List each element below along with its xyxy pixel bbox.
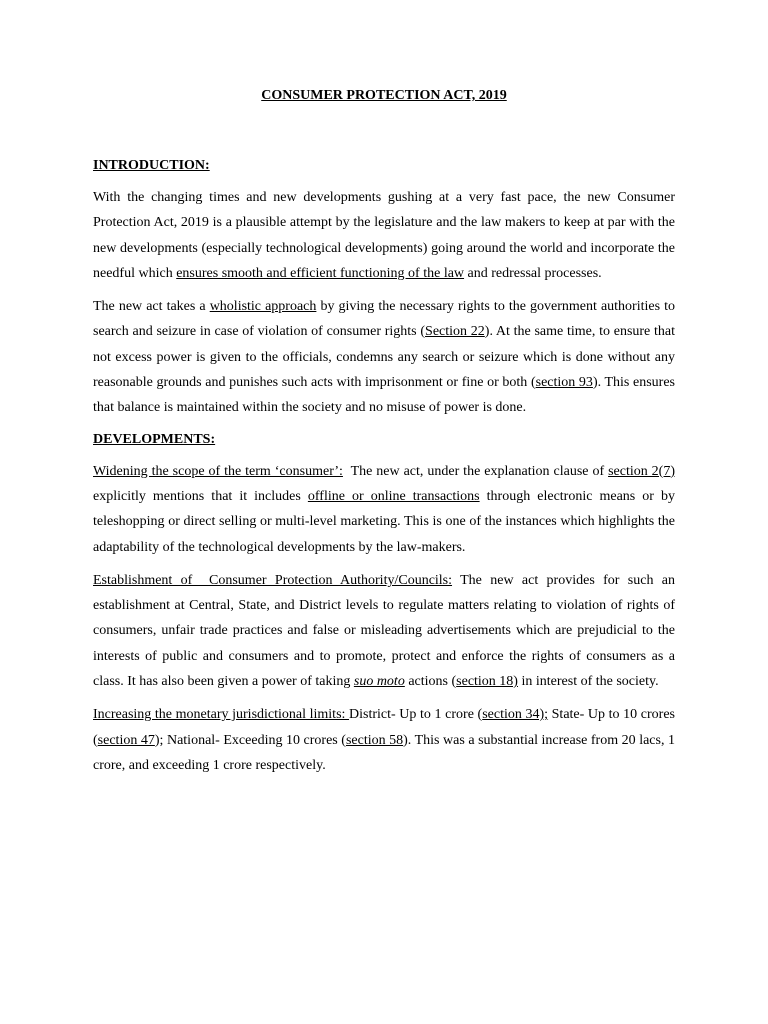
text-run: and redressal processes. bbox=[464, 265, 602, 281]
text-run: ). This was a substantial increase from 20 lacs, 1 crore, and exceeding 1 crore respectively. bbox=[93, 732, 675, 773]
developments-paragraph-authority bbox=[93, 568, 675, 694]
italic-phrase: suo moto bbox=[353, 674, 405, 690]
subheading-phrase: Widening the scope of the term ‘consumer’: bbox=[93, 463, 343, 479]
text-run: ). This ensures that balance is maintained within the society and no misuse of power is done. bbox=[93, 375, 676, 416]
document-title: CONSUMER PROTECTION ACT, 2019 bbox=[261, 88, 507, 103]
text-run: The new act provides for such an establishment at Central, State, and District levels to regulate matters relating to violation of rights of consumers, unfair trade practices and false or misleading advertisements which are prejudicial to the interests of public and consumers and to promote, protect and enforce the rights of consumers as a class. It has also been given a power of taking bbox=[93, 572, 675, 690]
underlined-phrase: offline or online transactions bbox=[307, 488, 480, 504]
underlined-phrase: ensures smooth and efficient functioning of the law bbox=[176, 265, 465, 281]
text-run: State- Up to 10 crores ( bbox=[93, 707, 675, 748]
subheading-phrase: Establishment of Consumer Protection Authority/Councils: bbox=[93, 572, 453, 588]
text-run: With the changing times and new developments gushing at a very fast pace, the new Consumer Protection Act, 2019 is a plausible attempt by the legislature and the law makers to keep at par with the new developments (especially technological developments) going around the world and incorporate the needful which bbox=[93, 190, 675, 281]
section-reference: section 2(7) bbox=[608, 463, 675, 479]
text-run: The new act takes a bbox=[93, 299, 210, 315]
text-run: through electronic means or by teleshopping or direct selling or multi-level marketing. This is one of the instances which highlights the adaptability of the technological developments by the law-makers. bbox=[93, 488, 676, 555]
text-run: ). At the same time, to ensure that not excess power is given to the officials, condemns any search or seizure which is done without any reasonable grounds and punishes such acts with imprisonment or fine or both ( bbox=[93, 324, 676, 391]
text-run: by giving the necessary rights to the government authorities to search and seizure in case of violation of consumer rights ( bbox=[93, 299, 676, 340]
document-page bbox=[93, 86, 675, 778]
section-reference: Section 22 bbox=[425, 324, 485, 340]
section-reference: section 18) bbox=[456, 674, 518, 690]
introduction-paragraph-1 bbox=[93, 185, 675, 286]
text-run: ); National- Exceeding 10 crores ( bbox=[154, 732, 346, 748]
underlined-phrase: wholistic approach bbox=[209, 299, 317, 315]
subheading-phrase: Increasing the monetary jurisdictional limits: bbox=[93, 707, 350, 723]
text-run: District- Up to 1 crore ( bbox=[349, 707, 483, 723]
introduction-paragraph-2 bbox=[93, 294, 675, 420]
text-run: explicitly mentions that it includes bbox=[93, 488, 308, 504]
introduction-heading: INTRODUCTION: bbox=[93, 158, 210, 173]
section-reference: section 47 bbox=[97, 732, 155, 748]
developments-paragraph-jurisdiction bbox=[93, 702, 675, 778]
text-run: in interest of the society. bbox=[517, 674, 659, 690]
text-run: The new act, under the explanation clause of bbox=[342, 463, 609, 479]
text-run: actions ( bbox=[404, 674, 457, 690]
section-reference: section 34); bbox=[482, 707, 549, 723]
section-reference: section 58 bbox=[345, 732, 404, 748]
section-reference: section 93 bbox=[535, 375, 593, 391]
developments-heading: DEVELOPMENTS: bbox=[93, 431, 216, 447]
developments-paragraph-consumer-scope bbox=[93, 459, 675, 560]
